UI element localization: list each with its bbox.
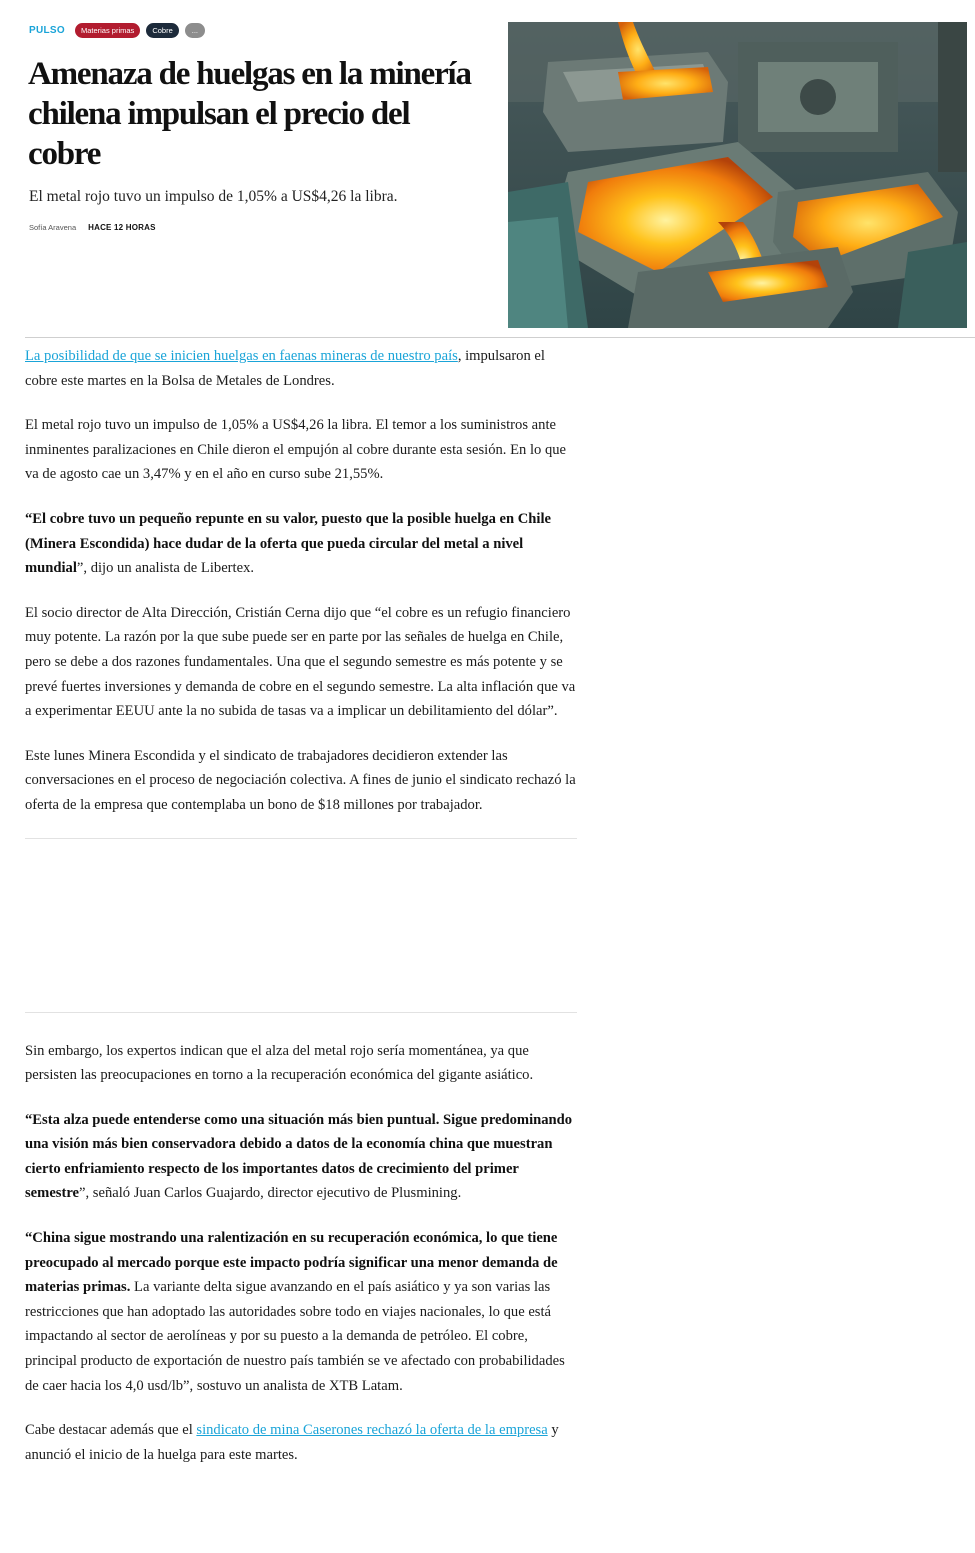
- quote-plusmining: “Esta alza puede entenderse como una situación más bien puntual. Sigue predominando una visión más bien conservadora debido a datos de la economía china que muestran cierto enfriamiento respecto de los importantes datos de crecimiento del primer semestre: [25, 1111, 573, 1202]
- caserones-link[interactable]: sindicato de mina Caserones rechazó la oferta de la empresa: [196, 1422, 548, 1439]
- paragraph-5: Este lunes Minera Escondida y el sindicato de trabajadores decidieron extender las conversaciones en el proceso de negociación colectiva. A fines de junio el sindicato rechazó la oferta de la empresa que contemplaba un bono de $18 millones por trabajador.: [25, 747, 576, 813]
- section-tag[interactable]: PULSO: [29, 25, 65, 36]
- paragraph-6: Sin embargo, los expertos indican que el alza del metal rojo sería momentánea, ya que persisten las preocupaciones en torno a la recuperación económica del gigante asiático.: [25, 1042, 534, 1084]
- ad-bottom-divider: [25, 1012, 577, 1013]
- paragraph-8-text: La variante delta sigue avanzando en el país asiático y ya son varias las restricciones que han adoptado las autoridades sobre todo en viajes nacionales, lo que está impactando al sector de aerolíneas y por su puesto a la demanda de petróleo. El cobre, principal producto de exportación de nuestro país también se ve afectado con probabilidades de caer hacia los 4,0 usd/lb”, sostuvo un analista de XTB Latam.: [25, 1279, 565, 1394]
- byline: [29, 223, 156, 232]
- paragraph-8: [25, 1226, 577, 1398]
- huelgas-link[interactable]: La posibilidad de que se inicien huelgas en faenas mineras de nuestro país: [25, 348, 458, 364]
- author-name[interactable]: Sofía Aravena: [29, 223, 77, 232]
- paragraph-9-before: Cabe destacar además que el: [25, 1422, 197, 1439]
- paragraph-1-text: , impulsaron el cobre este martes en la Bolsa de Metales de Londres.: [25, 348, 545, 389]
- paragraph-9: [25, 1418, 577, 1467]
- tag-materias-primas[interactable]: Materias primas: [75, 23, 140, 38]
- subtitle: El metal rojo tuvo un impulso de 1,05% a US$4,26 la libra.: [29, 188, 398, 205]
- molten-copper-image: [508, 22, 967, 328]
- more-tags-button[interactable]: ...: [185, 23, 205, 38]
- publish-time: HACE 12 HORAS: [88, 223, 156, 232]
- paragraph-1: [25, 344, 577, 393]
- paragraph-7-text: ”, señaló Juan Carlos Guajardo, director ejecutivo de Plusmining.: [79, 1185, 462, 1202]
- article-header: [0, 0, 975, 338]
- article-body: [25, 344, 577, 1487]
- ad-top-divider: [25, 838, 577, 839]
- tag-cobre[interactable]: Cobre: [146, 23, 178, 38]
- paragraph-9-after: y anunció el inicio de la huelga para este martes.: [25, 1422, 559, 1463]
- paragraph-7: [25, 1108, 577, 1206]
- paragraph-3-text: ”, dijo un analista de Libertex.: [76, 560, 255, 577]
- header-divider: [25, 337, 975, 338]
- hero-image: [508, 22, 967, 328]
- quote-xtb: “China sigue mostrando una ralentización en su recuperación económica, lo que tiene preocupado al mercado porque este impacto podría significar una menor demanda de materias primas.: [25, 1230, 558, 1296]
- headline: Amenaza de huelgas en la minería chilena impulsan el precio del cobre: [28, 56, 471, 172]
- paragraph-3: [25, 507, 577, 581]
- paragraph-2: El metal rojo tuvo un impulso de 1,05% a US$4,26 la libra. El temor a los suministros ante inminentes paralizaciones en Chile dieron el empujón al cobre durante esta sesión. En lo que va de agosto cae un 3,47% y en el año en curso sube 21,55%.: [25, 417, 567, 483]
- paragraph-4: El socio director de Alta Dirección, Cristián Cerna dijo que “el cobre es un refugio financiero muy potente. La razón por la que sube puede ser en parte por las señales de huelga en Chile, pero se debe a dos razones fundamentales. Una que el segundo semestre es más potente y se prevé fuertes inversiones y demanda de cobre en el segundo semestre. La alta inflación que va a experimentar EEUU ante la no subida de tasas va a implicar un debilitamiento del dólar”.: [25, 604, 576, 720]
- tag-row: [29, 23, 205, 38]
- quote-libertex: “El cobre tuvo un pequeño repunte en su valor, puesto que la posible huelga en Chile (Minera Escondida) hace dudar de la oferta que pueda circular del metal a nivel mundial: [25, 510, 552, 577]
- ad-slot: [25, 838, 577, 1013]
